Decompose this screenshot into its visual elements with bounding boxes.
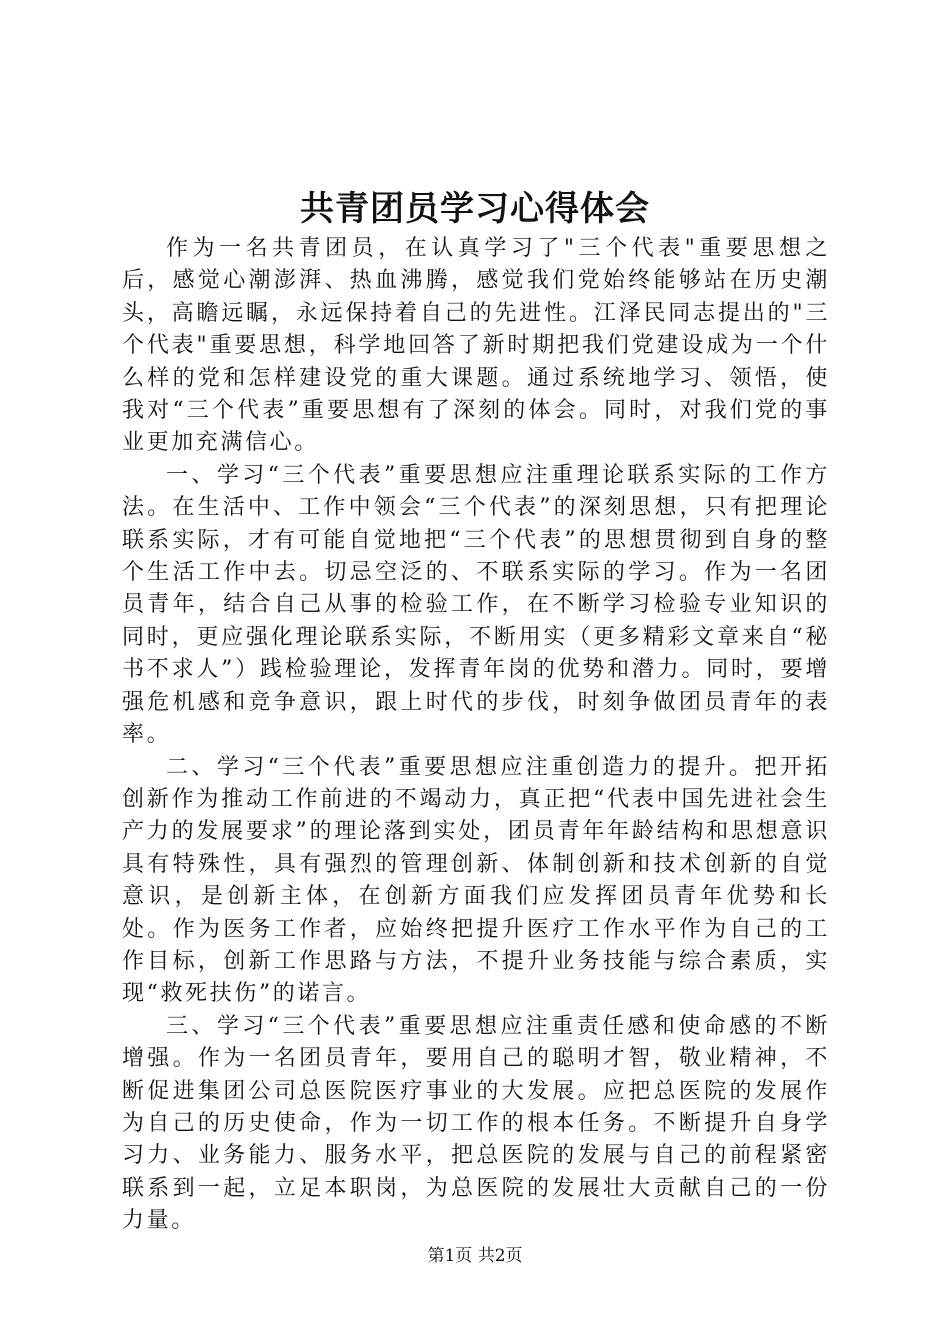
paragraph-section-3: 三、学习“三个代表”重要思想应注重责任感和使命感的不断增强。作为一名团员青年，要用自己的聪明才智，敬业精神，不断促进集团公司总医院医疗事业的大发展。应把总医院的发展作为自己的历史使命，作为一切工作的根本任务。不断提升自身学习力、业务能力、服务水平，把总医院的发展与自己的前程紧密联系到一起，立足本职岗，为总医院的发展壮大贡献自己的一份力量。 (122, 1013, 830, 1234)
paragraph-section-1: 一、学习“三个代表”重要思想应注重理论联系实际的工作方法。在生活中、工作中领会“三个代表”的深刻思想，只有把理论联系实际，才有可能自觉地把“三个代表”的思想贯彻到自身的整个生活工作中去。切忌空泛的、不联系实际的学习。作为一名团员青年，结合自己从事的检验工作，在不断学习检验专业知识的同时，更应强化理论联系实际，不断用实（更多精彩文章来自“秘书不求人”）践检验理论，发挥青年岗的优势和潜力。同时，要增强危机感和竞争意识，跟上时代的步伐，时刻争做团员青年的表率。 (122, 462, 830, 748)
page-title: 共青团员学习心得体会 (300, 189, 650, 229)
paragraph-intro: 作为一名共青团员，在认真学习了"三个代表"重要思想之后，感觉心潮澎湃、热血沸腾，感觉我们党始终能够站在历史潮头，高瞻远瞩，永远保持着自己的先进性。江泽民同志提出的"三个代表"重要思想，科学地回答了新时期把我们党建设成为一个什么样的党和怎样建设党的重大课题。通过系统地学习、领悟，使我对“三个代表”重要思想有了深刻的体会。同时，对我们党的事业更加充满信心。 (122, 236, 830, 456)
paragraph-section-2: 二、学习“三个代表”重要思想应注重创造力的提升。把开拓创新作为推动工作前进的不竭动力，真正把“代表中国先进社会生产力的发展要求”的理论落到实处，团员青年年龄结构和思想意识具有特殊性，具有强烈的管理创新、体制创新和技术创新的自觉意识，是创新主体，在创新方面我们应发挥团员青年优势和长处。作为医务工作者，应始终把提升医疗工作水平作为自己的工作目标，创新工作思路与方法，不提升业务技能与综合素质，实现“救死扶伤”的诺言。 (122, 754, 830, 1007)
document-body (122, 233, 830, 1238)
page-number-footer: 第1页 共2页 (427, 1246, 523, 1266)
